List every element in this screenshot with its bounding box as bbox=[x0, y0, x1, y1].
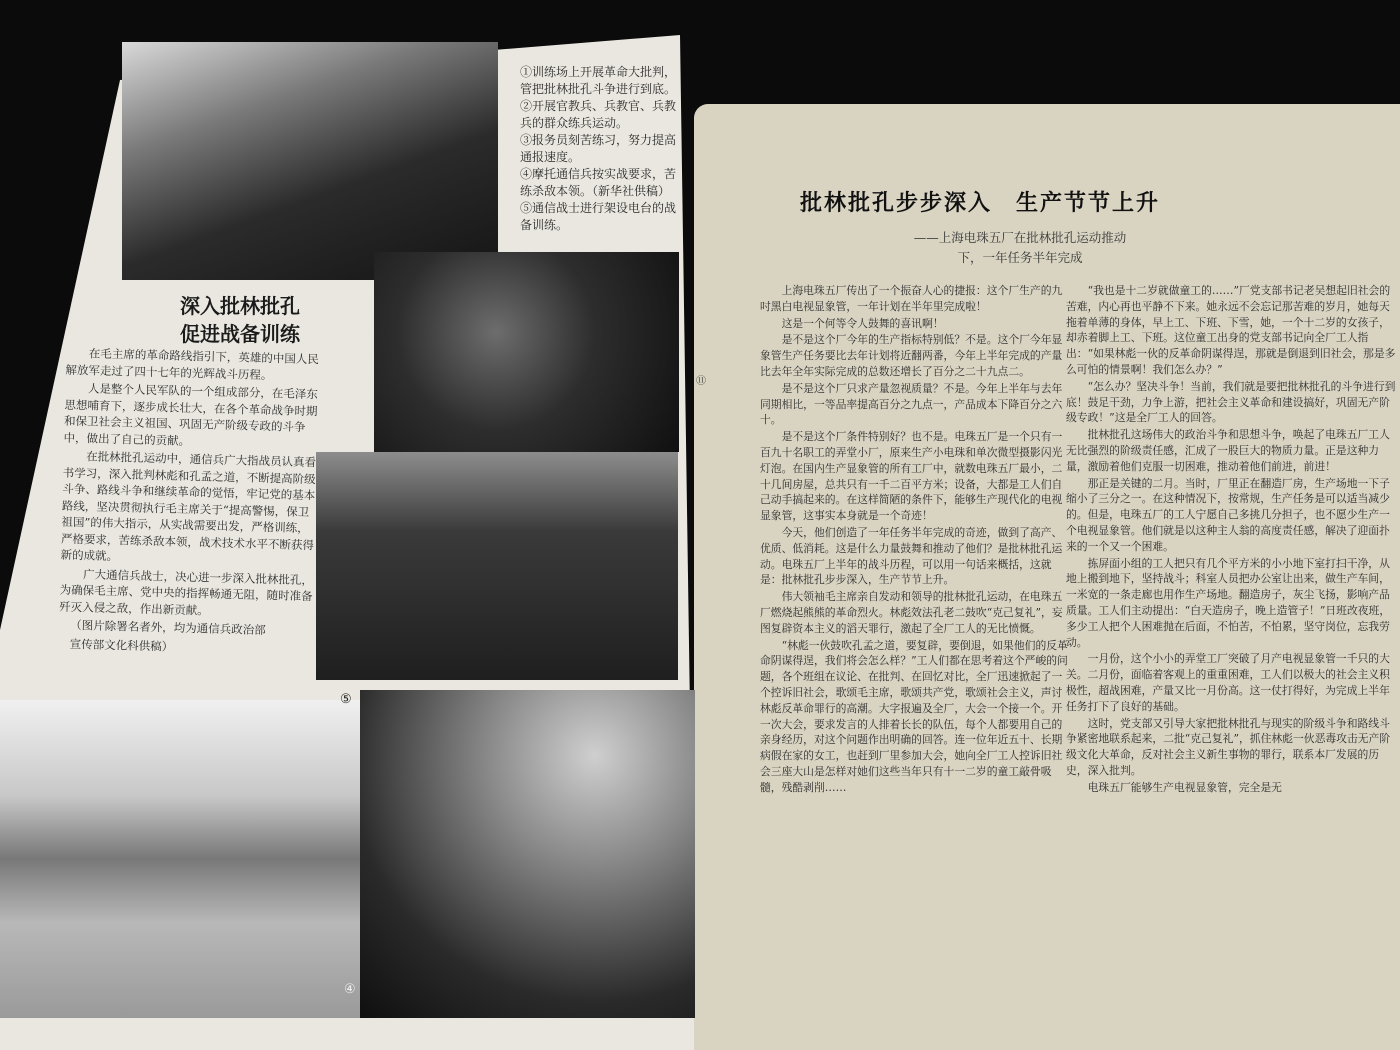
article-column-right bbox=[1066, 283, 1396, 797]
paragraph: 在毛主席的革命路线指引下，英雄的中国人民解放军走过了四十七年的光辉战斗历程。 bbox=[65, 346, 319, 382]
paragraph: “我也是十二岁就做童工的……”厂党支部书记老吴想起旧社会的苦难，内心再也平静不下来。她永远不会忘记那苦难的岁月，她每天拖着单薄的身体，早上工、下班、下雪，她，一个十二岁的女孩子，却赤着脚上工、下班。这位童工出身的党支部书记向全厂工人指出：“如果林彪一伙的反革命阴谋得逞，那就是倒退到旧社会，那是多么可怕的情景啊！我们怎么办？” bbox=[1066, 284, 1396, 376]
paragraph: 上海电珠五厂传出了一个振奋人心的捷报：这个厂生产的九吋黑白电视显象管，一年计划在半年里完成啦！ bbox=[760, 284, 1063, 313]
photo-captions bbox=[520, 64, 680, 234]
paragraph: 是不是这个厂今年的生产指标特别低？不是。这个厂今年显象管生产任务要比去年计划将近翻两番，今年上半年完成的产量比去年全年实际完成的总数还增长了百分之二十九点二。 bbox=[760, 333, 1063, 378]
caption-line: ⑤通信战士进行架设电台的战 bbox=[520, 201, 677, 215]
caption-line: ①训练场上开展革命大批判， bbox=[520, 65, 677, 79]
paragraph: 在批林批孔运动中，通信兵广大指战员认真看书学习，深入批判林彪和孔孟之道，不断提高阶级斗争、路线斗争和继续革命的觉悟，牢记党的基本路线，坚决贯彻执行毛主席关于“提高警惕，保卫祖国”的伟大指示，从实战需要出发，严格训练，严格要求，苦练杀敌本领，战术技术水平不断获得新的成就。 bbox=[60, 449, 317, 564]
left-article-title bbox=[130, 292, 350, 348]
paragraph: 这时，党支部又引导大家把批林批孔与现实的阶级斗争和路线斗争紧密地联系起来，二批“克己复礼”，抓住林彪一伙恶毒攻击无产阶级文化大革命，反对社会主义新生事物的罪行，联系本厂发展的历史，深入批判。 bbox=[1066, 716, 1391, 777]
paragraph: 拣屏面小组的工人把只有几个平方米的小小地下室打扫干净，从地上搬到地下，坚持战斗；科室人员把办公室让出来，做生产车间，一米宽的一条走廊也用作生产场地。翻造房子，灰尘飞扬，影响产品质量。工人们主动提出：“白天造房子，晚上造管子！”日班改夜班，多少工人把个人困难抛在后面，不怕苦，不怕累，坚守岗位，忘我劳动。 bbox=[1066, 556, 1391, 649]
paragraph: 是不是这个厂只求产量忽视质量？不是。今年上半年与去年同期相比，一等品率提高百分之九点一，产品成本下降百分之六十。 bbox=[760, 381, 1063, 427]
paragraph: 这是一个何等令人鼓舞的喜讯啊！ bbox=[781, 316, 944, 330]
paragraph: 今天，他们创造了一年任务半年完成的奇迹，做到了高产、优质、低消耗。这是什么力量鼓舞和推动了他们？是批林批孔运动。电珠五厂上半年的战斗历程，可以用一句话来概括，这就是：批林批孔步步深入，生产节节上升。 bbox=[760, 525, 1063, 587]
paragraph: 是不是这个厂条件特别好？也不是。电珠五厂是一个只有一百九十名职工的弄堂小厂，原来生产小电珠和单次微型摄影闪光灯泡。在国内生产显象管的所有工厂中，就数电珠五厂最小，二十几间房屋，总共只有一千二百平方米；设备，大都是工人们自己动手搞起来的。在这样简陋的条件下，能够生产现代化的电视显象管，这事实本身就是一个奇迹！ bbox=[760, 430, 1063, 523]
photo-motorcycle-signal-troops bbox=[360, 690, 695, 1018]
marker-4: ④ bbox=[344, 982, 356, 997]
caption-line: 备训练。 bbox=[520, 218, 569, 232]
subtitle-line-2: 下，一年任务半年完成 bbox=[957, 250, 1083, 265]
page-number: ⑪ bbox=[696, 376, 706, 387]
paragraph: “怎么办？坚决斗争！当前，我们就是要把批林批孔的斗争进行到底！鼓足干劲，力争上游，把社会主义革命和建设搞好，巩固无产阶级专政！”这是全厂工人的回答。 bbox=[1066, 379, 1396, 425]
paragraph: 人是整个人民军队的一个组成部分，在毛泽东思想哺育下，逐步成长壮大，在各个革命战争时期和保卫社会主义祖国、巩固无产阶级专政的斗争中，做出了自己的贡献。 bbox=[63, 381, 319, 448]
caption-line: ③报务员刻苦练习，努力提高 bbox=[520, 133, 677, 147]
credit-line: 宣传部文化科供稿） bbox=[69, 636, 174, 654]
paragraph: “林彪一伙鼓吹孔孟之道，要复辟，要倒退，如果他们的反革命阴谋得逞，我们将会怎么样？”工人们都在思考着这个严峻的问题，各个班组在议论、在批判、在回忆对比，全厂迅速掀起了一个控诉旧社会，歌颂毛主席，歌颂共产党，歌颂社会主义，声讨林彪反革命罪行的高潮。大字报遍及全厂，大会一个接一个。开一次大会，要求发言的人排着长长的队伍，每个人都要用自己的亲身经历，对这个问题作出明确的回答。连一位年近五十、长期病假在家的女工，也赶到厂里参加大会，她向全厂工人控诉旧社会三座大山是怎样对她们这些当年只有十一二岁的童工敲骨吸髓，残酷剥削…… bbox=[760, 638, 1068, 794]
title-line-1: 深入批林批孔 bbox=[180, 294, 300, 318]
article-column-left bbox=[760, 283, 1070, 797]
left-article-body bbox=[58, 345, 320, 661]
caption-line: 通报速度。 bbox=[520, 150, 581, 164]
right-article-subtitle bbox=[870, 228, 1170, 268]
caption-line: 兵的群众练兵运动。 bbox=[520, 116, 629, 130]
paragraph: 广大通信兵战士，决心进一步深入批林批孔，为确保毛主席、党中央的指挥畅通无阻，随时准备歼灭入侵之敌，作出新贡献。 bbox=[59, 566, 314, 618]
subtitle-line-1: ——上海电珠五厂在批林批孔运动推动 bbox=[913, 230, 1127, 245]
paragraph: 伟大领袖毛主席亲自发动和领导的批林批孔运动，在电珠五厂燃烧起熊熊的革命烈火。林彪效法孔老二鼓吹“克己复礼”，妄图复辟资本主义的滔天罪行，激起了全厂工人的无比愤慨。 bbox=[760, 590, 1063, 635]
credit-line: （图片除署名者外，均为通信兵政治部 bbox=[70, 617, 266, 638]
marker-5: ⑤ bbox=[340, 692, 352, 707]
caption-line: ④摩托通信兵按实战要求，苦 bbox=[520, 167, 677, 181]
caption-line: ②开展官教兵、兵教官、兵教 bbox=[520, 99, 677, 113]
caption-line: 练杀敌本领。（新华社供稿） bbox=[520, 184, 671, 198]
title-line-2: 促进战备训练 bbox=[180, 322, 300, 346]
photo-training-ground-criticism bbox=[122, 42, 498, 280]
paragraph: 电珠五厂能够生产电视显象管，完全是无 bbox=[1087, 780, 1282, 794]
paragraph: 那正是关键的二月。当时，厂里正在翻造厂房，生产场地一下子缩小了三分之一。在这种情况下，按常规，生产任务是可以适当减少的。但是，电珠五厂的工人宁愿自己多挑几分担子，也不愿少生产一个电视显象管。他们就是以这种主人翁的高度责任感，解决了迎面扑来的一个又一个困难。 bbox=[1066, 476, 1390, 553]
caption-line: 管把批林批孔斗争进行到底。 bbox=[520, 82, 677, 96]
photo-radio-station-setup bbox=[0, 700, 373, 1018]
photo-officers-teaching-soldiers bbox=[374, 252, 679, 452]
photo-radio-operators-practice bbox=[316, 452, 678, 680]
paragraph: 批林批孔这场伟大的政治斗争和思想斗争，唤起了电珠五厂工人无比强烈的阶级责任感，汇成了一股巨大的物质力量。正是这种力量，激励着他们克服一切困难，推动着他们前进，前进！ bbox=[1066, 428, 1390, 473]
paragraph: 一月份，这个小小的弄堂工厂突破了月产电视显象管一千只的大关。二月份，面临着客观上的重重困难，工人们以极大的社会主义积极性，超战困难，产量又比一月份高。这一仗打得好，为完成上半年任务打下了良好的基础。 bbox=[1066, 652, 1390, 713]
right-article-title: 批林批孔步步深入 生产节节上升 bbox=[800, 190, 1161, 216]
